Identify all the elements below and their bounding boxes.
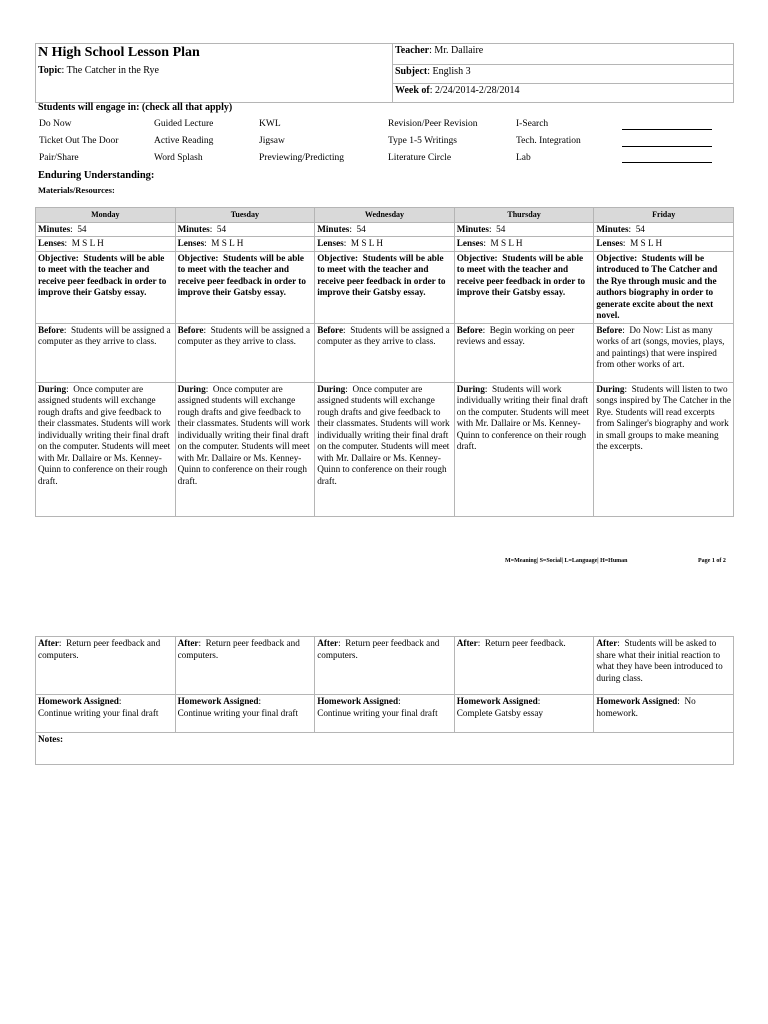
during-label: During [177, 383, 206, 394]
lenses-label: Lenses [317, 238, 344, 248]
lenses-value: M S L H [490, 238, 523, 248]
after-label: After [177, 638, 199, 648]
before-cell: Before: Do Now: List as many works of art (songs, movies, plays, and paintings) that were inspired from other works of art. [594, 323, 734, 382]
option-active-reading: Active Reading [154, 136, 214, 146]
after-text: Return peer feedback and computers. [177, 638, 300, 660]
after-row [36, 637, 734, 695]
before-text: Students will be assigned a computer as they arrive to class. [317, 324, 450, 346]
blank-line [622, 129, 712, 130]
homework-cell: Homework Assigned: No homework. [594, 695, 734, 733]
minutes-cell: Minutes: 54 [36, 222, 176, 237]
notes-label: Notes: [38, 734, 64, 744]
option-kwl: KWL [259, 119, 281, 129]
during-text: Once computer are assigned students will exchange rough drafts and give feedback to their classmates. Students will work individually writing their final draft on the computer. Students will meet with Mr. Dallaire or Ms. Kenney-Quinn to conference on their rough draft. [317, 383, 450, 486]
minutes-row [36, 222, 734, 237]
lenses-label: Lenses [596, 238, 623, 248]
week-value: 2/24/2014-2/28/2014 [435, 84, 520, 96]
minutes-label: Minutes [177, 223, 210, 234]
minutes-cell: Minutes: 54 [175, 222, 315, 237]
before-row [36, 323, 734, 382]
minutes-value: 54 [77, 223, 87, 234]
before-text: Do Now: List as many works of art (songs, movies, plays, and paintings) that were inspired from other works of art. [596, 324, 725, 369]
enduring-understanding-label: Enduring Understanding: [38, 170, 155, 181]
after-cell: After: Return peer feedback and computers. [36, 637, 176, 695]
option-do-now: Do Now [39, 119, 72, 129]
objective-label: Objective: [177, 252, 219, 263]
during-row [36, 382, 734, 516]
option-pair-share: Pair/Share [39, 153, 79, 163]
lenses-label: Lenses [456, 238, 484, 248]
during-cell: During: Once computer are assigned students will exchange rough drafts and give feedback to their classmates. Students will work individually writing their final draft on the computer. Students will meet with Mr. Dallaire or Ms. Kenney-Quinn to conference on their rough draft. [175, 382, 315, 516]
objective-cell [315, 251, 455, 323]
topic-cell: Topic: The Catcher in the Rye [36, 64, 393, 102]
objective-cell [175, 251, 315, 323]
homework-cell: Homework Assigned: Continue writing your final draft [36, 695, 176, 733]
teacher-label: Teacher [395, 45, 430, 56]
objective-cell [454, 251, 594, 323]
lens-key: M=Meaning| S=Social| L=Language| H=Human [505, 558, 628, 564]
before-cell: Before: Begin working on peer reviews and essay. [454, 323, 594, 382]
homework-label: Homework Assigned [177, 696, 259, 706]
after-cell: After: Students will be asked to share what their initial reaction to what they have been introduced to during class. [594, 637, 734, 695]
after-text: Return peer feedback and computers. [317, 638, 440, 660]
materials-label: Materials/Resources: [38, 185, 115, 195]
header-table [35, 43, 734, 103]
homework-text: Complete Gatsby essay [456, 707, 544, 718]
homework-row [36, 695, 734, 733]
topic-value: The Catcher in the Rye [66, 65, 159, 76]
lenses-value: M S L H [211, 238, 244, 248]
objective-label: Objective: [596, 252, 638, 263]
homework-text: Continue writing your final draft [317, 707, 438, 718]
lenses-label: Lenses [177, 238, 205, 248]
lenses-label: Lenses [38, 238, 65, 248]
minutes-label: Minutes [456, 223, 489, 234]
objective-label: Objective: [456, 252, 498, 263]
day-monday: Monday [36, 208, 176, 223]
after-label: After [38, 638, 59, 648]
lenses-value: M S L H [350, 238, 383, 248]
objective-cell [594, 251, 734, 323]
lenses-value: M S L H [630, 238, 663, 248]
week-label: Week of [395, 84, 430, 96]
lenses-cell: Lenses: M S L H [594, 237, 734, 252]
homework-cell: Homework Assigned: Continue writing your final draft [175, 695, 315, 733]
before-label: Before [38, 324, 64, 335]
during-cell: During: Once computer are assigned students will exchange rough drafts and give feedback to their classmates. Students will work individually writing their final draft on the computer. Students will meet with Mr. Dallaire or Ms. Kenney-Quinn to conference on their rough draft. [315, 382, 455, 516]
lenses-cell: Lenses: M S L H [454, 237, 594, 252]
lenses-cell: Lenses: M S L H [315, 237, 455, 252]
before-text: Students will be assigned a computer as they arrive to class. [38, 324, 171, 346]
during-cell: During: Once computer are assigned students will exchange rough drafts and give feedback to their classmates. Students will work individually writing their final draft on the computer. Students will meet with Mr. Dallaire or Ms. Kenney-Quinn to conference on their rough draft. [36, 382, 176, 516]
minutes-value: 54 [635, 223, 645, 234]
minutes-cell: Minutes: 54 [315, 222, 455, 237]
title-cell [36, 44, 393, 65]
notes-cell [36, 733, 734, 765]
before-label: Before [177, 324, 204, 335]
minutes-label: Minutes [38, 223, 71, 234]
objective-label: Objective: [38, 252, 79, 263]
during-text: Students will listen to two songs inspired by The Catcher in the Rye. Students will read excerpts from Salinger's biography and work in small groups to make meaning the excerpts. [596, 383, 731, 451]
week-cell: Week of: 2/24/2014-2/28/2014 [393, 83, 734, 102]
objective-text: Students will be able to meet with the teacher and receive peer feedback in order to improve their Gatsby essay. [177, 252, 306, 297]
day-tuesday: Tuesday [175, 208, 315, 223]
option-literature-circle: Literature Circle [388, 153, 452, 163]
homework-text: No homework. [596, 696, 696, 718]
lenses-cell: Lenses: M S L H [175, 237, 315, 252]
objective-text: Students will be able to meet with the teacher and receive peer feedback in order to improve their Gatsby essay. [456, 252, 586, 297]
before-label: Before [317, 324, 344, 335]
after-text: Students will be asked to share what their initial reaction to what they have been introduced to during class. [596, 638, 723, 683]
during-cell: During: Students will work individually writing their final draft on the computer. Students will meet with Mr. Dallaire or Ms. Kenney-Quinn to conference on their rough draft. [454, 382, 594, 516]
before-cell: Before: Students will be assigned a computer as they arrive to class. [315, 323, 455, 382]
after-label: After [456, 638, 478, 648]
day-thursday: Thursday [454, 208, 594, 223]
teacher-cell: Teacher: Mr. Dallaire [393, 44, 734, 65]
homework-text: Continue writing your final draft [177, 707, 299, 718]
minutes-label: Minutes [596, 223, 629, 234]
before-cell: Before: Students will be assigned a computer as they arrive to class. [36, 323, 176, 382]
minutes-value: 54 [356, 223, 366, 234]
during-text: Students will work individually writing their final draft on the computer. Students will meet with Mr. Dallaire or Ms. Kenney-Quinn to conference on their rough draft. [456, 383, 589, 451]
minutes-cell: Minutes: 54 [594, 222, 734, 237]
option-guided-lecture: Guided Lecture [154, 119, 214, 129]
lenses-value: M S L H [71, 238, 104, 248]
option-type-writings: Type 1-5 Writings [388, 136, 457, 146]
option-lab: Lab [516, 153, 531, 163]
objective-text: Students will be able to meet with the teacher and receive peer feedback in order to improve their Gatsby essay. [38, 252, 167, 297]
lesson-grid-continued [35, 636, 734, 765]
after-text: Return peer feedback and computers. [38, 638, 161, 660]
day-header-row [36, 208, 734, 223]
before-text: Students will be assigned a computer as they arrive to class. [177, 324, 311, 346]
after-cell: After: Return peer feedback. [454, 637, 594, 695]
lesson-grid [35, 207, 734, 517]
minutes-value: 54 [496, 223, 506, 234]
objective-text: Students will be introduced to The Catcher and the Rye through music and the authors biography in order to generate excite about the next novel. [596, 252, 718, 320]
during-text: Once computer are assigned students will exchange rough drafts and give feedback to their classmates. Students will work individually writing their final draft on the computer. Students will meet with Mr. Dallaire or Ms. Kenney-Quinn to conference on their rough draft. [177, 383, 311, 486]
homework-label: Homework Assigned [317, 696, 399, 706]
lenses-row [36, 237, 734, 252]
blank-line [622, 146, 712, 147]
before-label: Before [456, 324, 483, 335]
homework-text: Continue writing your final draft [38, 707, 159, 718]
lenses-cell: Lenses: M S L H [36, 237, 176, 252]
before-label: Before [596, 324, 623, 335]
page-title: N High School Lesson Plan [38, 45, 200, 60]
subject-value: English 3 [432, 65, 471, 77]
objective-label: Objective: [317, 252, 359, 263]
after-text: Return peer feedback. [484, 638, 566, 648]
during-label: During [317, 383, 346, 394]
after-cell: After: Return peer feedback and computers. [315, 637, 455, 695]
notes-row [36, 733, 734, 765]
option-revision: Revision/Peer Revision [388, 119, 478, 129]
homework-label: Homework Assigned [38, 696, 119, 706]
homework-cell: Homework Assigned: Complete Gatsby essay [454, 695, 594, 733]
topic-label: Topic [38, 65, 62, 76]
minutes-label: Minutes [317, 223, 350, 234]
option-jigsaw: Jigsaw [259, 136, 285, 146]
option-previewing: Previewing/Predicting [259, 153, 344, 163]
during-label: During [456, 383, 485, 394]
teacher-value: Mr. Dallaire [434, 45, 484, 56]
day-wednesday: Wednesday [315, 208, 455, 223]
blank-line [622, 162, 712, 163]
during-label: During [38, 383, 67, 394]
objective-cell [36, 251, 176, 323]
after-label: After [596, 638, 618, 648]
minutes-value: 54 [216, 223, 227, 234]
after-label: After [317, 638, 339, 648]
before-text: Begin working on peer reviews and essay. [456, 324, 575, 346]
page-number: Page 1 of 2 [698, 558, 726, 564]
option-ticket-out: Ticket Out The Door [39, 136, 119, 146]
homework-label: Homework Assigned [596, 696, 678, 706]
option-word-splash: Word Splash [154, 153, 203, 163]
minutes-cell: Minutes: 54 [454, 222, 594, 237]
subject-label: Subject [395, 65, 428, 77]
option-tech-integration: Tech. Integration [516, 136, 581, 146]
after-cell: After: Return peer feedback and computers. [175, 637, 315, 695]
subject-cell: Subject: English 3 [393, 64, 734, 83]
objective-text: Students will be able to meet with the teacher and receive peer feedback in order to improve their Gatsby essay. [317, 252, 446, 297]
option-i-search: I-Search [516, 119, 549, 129]
during-label: During [596, 383, 625, 394]
day-friday: Friday [594, 208, 734, 223]
engage-title: Students will engage in: (check all that apply) [38, 102, 233, 113]
objective-row [36, 251, 734, 323]
before-cell: Before: Students will be assigned a computer as they arrive to class. [175, 323, 315, 382]
during-text: Once computer are assigned students will exchange rough drafts and give feedback to their classmates. Students will work individually writing their final draft on the computer. Students will meet with Mr. Dallaire or Ms. Kenney-Quinn to conference on their rough draft. [38, 383, 171, 486]
homework-cell: Homework Assigned: Continue writing your final draft [315, 695, 455, 733]
homework-label: Homework Assigned [456, 696, 538, 706]
during-cell: During: Students will listen to two songs inspired by The Catcher in the Rye. Students will read excerpts from Salinger's biography and work in small groups to make meaning the excerpts. [594, 382, 734, 516]
